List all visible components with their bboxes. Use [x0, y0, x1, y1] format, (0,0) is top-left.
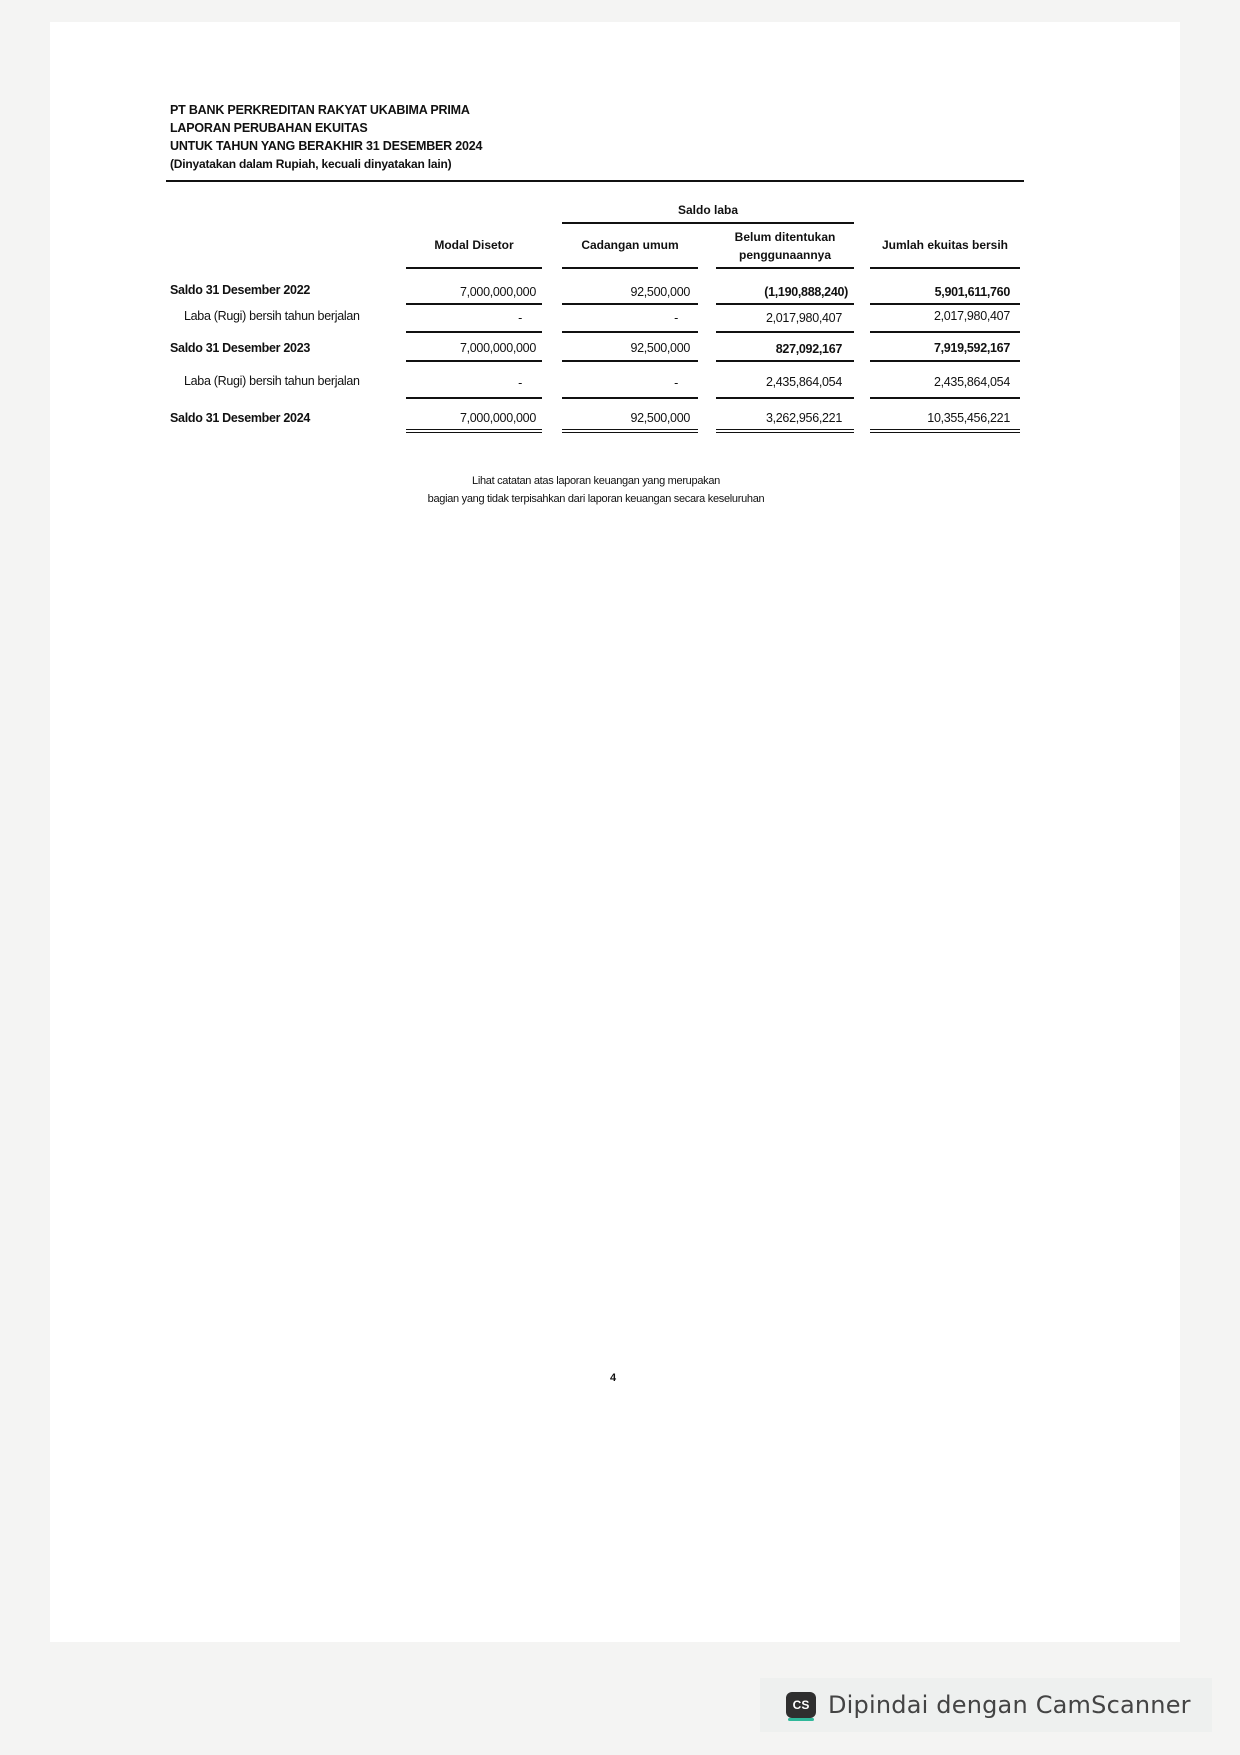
cell-underline — [716, 397, 854, 399]
cell-double-underline — [406, 429, 542, 433]
cell-underline — [716, 360, 854, 362]
footnote-line-1: Lihat catatan atas laporan keuangan yang merupakan — [472, 475, 720, 487]
cell-value: 2,435,864,054 — [933, 375, 1010, 389]
col-header-underline — [562, 267, 698, 269]
cell-underline — [406, 303, 542, 305]
camscanner-text: Dipindai dengan CamScanner — [828, 1691, 1191, 1719]
cell-underline — [406, 397, 542, 399]
cell-value: 7,000,000,000 — [459, 411, 536, 425]
cell-double-underline — [870, 429, 1020, 433]
cell-underline — [406, 331, 542, 333]
report-title: LAPORAN PERUBAHAN EKUITAS — [170, 121, 368, 135]
cell-underline — [870, 331, 1020, 333]
camscanner-logo-icon: CS — [786, 1692, 816, 1718]
header-rule — [166, 180, 1024, 182]
cell-value: 2,017,980,407 — [765, 311, 842, 325]
cell-value: 92,500,000 — [630, 285, 690, 299]
row-label-saldo-2022: Saldo 31 Desember 2022 — [170, 283, 311, 297]
report-period: UNTUK TAHUN YANG BERAKHIR 31 DESEMBER 2024 — [170, 139, 483, 153]
cell-value: 7,000,000,000 — [459, 341, 536, 355]
cell-underline — [716, 303, 854, 305]
retained-earnings-group-label: Saldo laba — [677, 203, 739, 217]
cell-value: - — [518, 311, 522, 325]
cell-value: 7,919,592,167 — [933, 341, 1010, 355]
cell-value: 92,500,000 — [630, 411, 690, 425]
row-label-laba-2024: Laba (Rugi) bersih tahun berjalan — [184, 374, 360, 388]
row-label-saldo-2023: Saldo 31 Desember 2023 — [170, 341, 311, 355]
cell-underline — [870, 360, 1020, 362]
group-underline — [562, 222, 854, 224]
cell-value: 827,092,167 — [775, 342, 842, 356]
cell-value: - — [518, 376, 522, 390]
cell-underline — [870, 303, 1020, 305]
currency-note: (Dinyatakan dalam Rupiah, kecuali dinyatakan lain) — [170, 157, 452, 171]
cell-value: 5,901,611,760 — [934, 285, 1010, 299]
report-header — [170, 101, 482, 173]
cell-value: 92,500,000 — [630, 341, 690, 355]
cell-underline — [562, 397, 698, 399]
cell-value: 7,000,000,000 — [459, 285, 536, 299]
footnote-line-2: bagian yang tidak terpisahkan dari laporan keuangan secara keseluruhan — [427, 493, 765, 505]
col-header-underline — [406, 267, 542, 269]
col-header-underline — [716, 267, 854, 269]
col-header-modal-disetor: Modal Disetor — [434, 238, 514, 252]
cell-underline — [562, 360, 698, 362]
cell-underline — [562, 331, 698, 333]
row-label-laba-2023: Laba (Rugi) bersih tahun berjalan — [184, 309, 360, 323]
page-number: 4 — [610, 1372, 617, 1384]
cell-underline — [870, 397, 1020, 399]
cell-value: 2,435,864,054 — [765, 375, 842, 389]
camscanner-watermark — [760, 1678, 1212, 1732]
cell-value: 2,017,980,407 — [933, 309, 1010, 323]
col-header-cadangan-umum: Cadangan umum — [581, 238, 679, 252]
col-header-underline — [870, 267, 1020, 269]
cell-value: 3,262,956,221 — [765, 411, 842, 425]
cell-value: - — [674, 311, 678, 325]
company-name: PT BANK PERKREDITAN RAKYAT UKABIMA PRIMA — [170, 103, 470, 117]
cell-double-underline — [562, 429, 698, 433]
cell-value: (1,190,888,240) — [764, 285, 848, 299]
col-header-jumlah-ekuitas: Jumlah ekuitas bersih — [881, 238, 1009, 252]
cell-value: - — [674, 376, 678, 390]
col-header-belum-ditentukan: Belum ditentukan penggunaannya — [734, 230, 836, 262]
cell-double-underline — [716, 429, 854, 433]
row-label-saldo-2024: Saldo 31 Desember 2024 — [170, 411, 311, 425]
cell-underline — [562, 303, 698, 305]
cell-underline — [406, 360, 542, 362]
document-page — [50, 22, 1180, 1642]
cell-underline — [716, 331, 854, 333]
cell-value: 10,355,456,221 — [927, 411, 1010, 425]
